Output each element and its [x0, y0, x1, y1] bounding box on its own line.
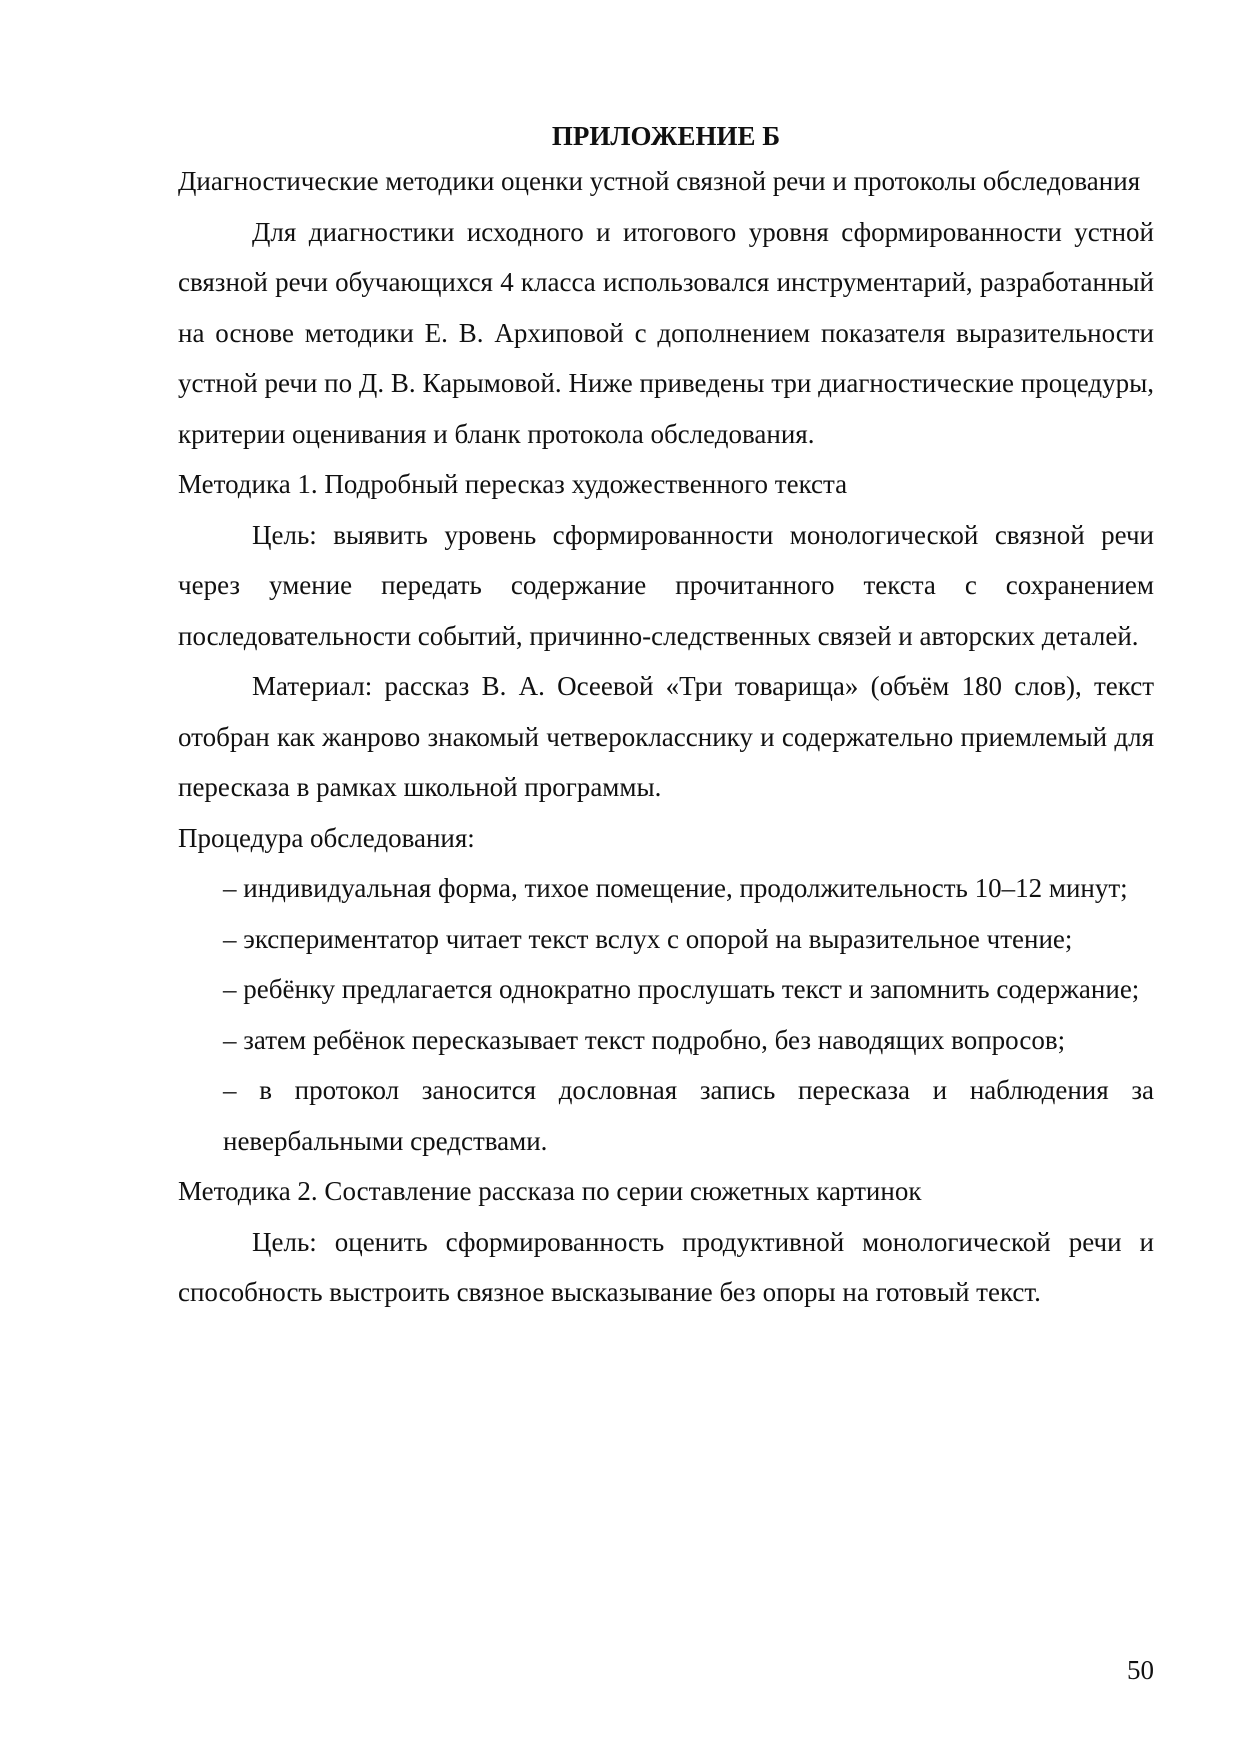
procedure-list: [178, 863, 1154, 1166]
procedure-label: Процедура обследования:: [178, 822, 475, 853]
method1-goal: Цель: выявить уровень сформированности монологической связной речи через умение передать содержание прочитанного текста с сохранением последовательности событий, причинно-следственных связей и авторских деталей.: [178, 519, 1154, 651]
appendix-subtitle: Диагностические методики оценки устной связной речи и протоколы обследования: [178, 166, 1141, 196]
list-item: – в протокол заносится дословная запись пересказа и наблюдения за невербальными средствами.: [223, 1075, 1154, 1156]
appendix-title: ПРИЛОЖЕНИЕ Б: [551, 121, 781, 151]
list-item: – затем ребёнок пересказывает текст подробно, без наводящих вопросов;: [223, 1024, 1066, 1055]
document-page: [178, 116, 1154, 1318]
method1-heading: Методика 1. Подробный пересказ художественного текста: [178, 469, 848, 499]
list-item: – индивидуальная форма, тихое помещение, продолжительность 10–12 минут;: [223, 873, 1128, 903]
list-item: – ребёнку предлагается однократно прослушать текст и запомнить содержание;: [223, 974, 1140, 1004]
intro-paragraph: Для диагностики исходного и итогового уровня сформированности устной связной речи обучающихся 4 класса использовался инструментарий, разработанный на основе методики Е. В. Архиповой с дополнением показателя выразительности устной речи по Д. В. Карымовой. Ниже приведены три диагностические процедуры, критерии оценивания и бланк протокола обследования.: [178, 216, 1154, 449]
method2-goal: Цель: оценить сформированность продуктивной монологической речи и способность выстроить связное высказывание без опоры на готовый текст.: [178, 1226, 1154, 1307]
list-item: – экспериментатор читает текст вслух с опорой на выразительное чтение;: [223, 923, 1073, 954]
method2-heading: Методика 2. Составление рассказа по серии сюжетных картинок: [178, 1176, 922, 1206]
method1-material: Материал: рассказ В. А. Осеевой «Три товарища» (объём 180 слов), текст отобран как жанрово знакомый четверокласснику и содержательно приемлемый для пересказа в рамках школьной программы.: [178, 671, 1154, 802]
page-number: 50: [1127, 1655, 1154, 1685]
